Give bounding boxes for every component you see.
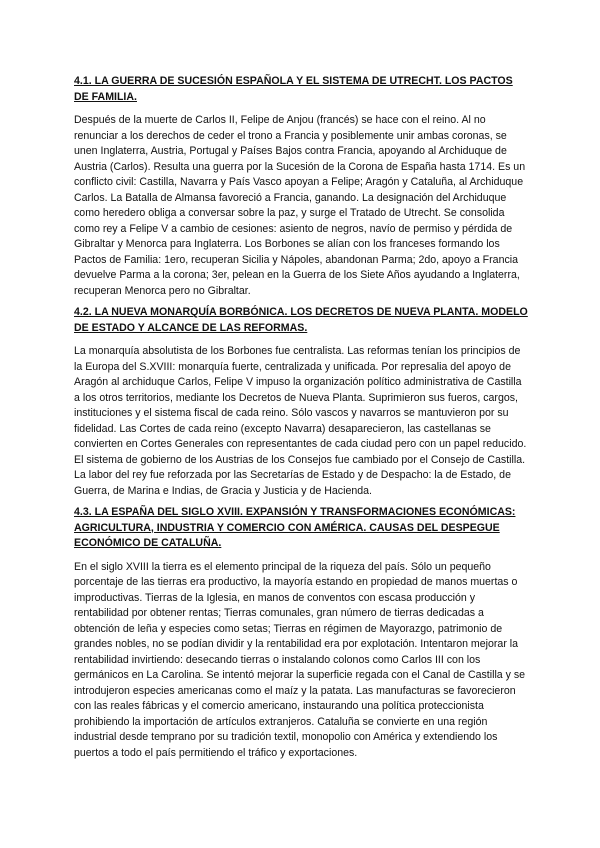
- section-4-1: [74, 74, 528, 299]
- section-paragraph: La monarquía absolutista de los Borbones fue centralista. Las reformas tenían los principios de la Europa del S.XVIII: monarquía fuerte, centralizada y unificada. Por represalia del apoyo de Aragón al archiduque Carlos, Felipe V impuso la organización político administrativa de Castilla a los otros territorios, mediante los Decretos de Nueva Planta. Suprimieron sus fueros, cargos, instituciones y el sistema fiscal de cada reino. Sólo vascos y navarros se mantuvieron por su fidelidad. Las Cortes de cada reino (excepto Navarra) desaparecieron, las castellanas se convierten en Cortes Generales con representantes de cada ciudad pero con un papel reducido. El sistema de gobierno de los Austrias de los Consejos fue cambiado por el Consejo de Castilla. La labor del rey fue reforzada por las Secretarías de Estado y de Despacho: la de Estado, de Guerra, de Marina e Indias, de Gracia y Justicia y de Hacienda.: [74, 345, 527, 497]
- section-heading: 4.3. LA ESPAÑA DEL SIGLO XVIII. EXPANSIÓN Y TRANSFORMACIONES ECONÓMICAS: AGRICULTURA, INDUSTRIA Y COMERCIO CON AMÉRICA. CAUSAS DEL DESPEGUE ECONÓMICO DE CATALUÑA.: [74, 506, 516, 549]
- section-4-3: [74, 505, 528, 761]
- section-4-2: [74, 305, 528, 499]
- section-paragraph: En el siglo XVIII la tierra es el elemento principal de la riqueza del país. Sólo un pequeño porcentaje de las tierras era productivo, la mayoría estando en propiedad de manos muertas o improductivas. Tierras de la Iglesia, en manos de conventos con escasa producción y rentabilidad por obtener rentas; Tierras comunales, gran número de tierras dedicadas a obtención de leña y especies como setas; Tierras en régimen de Mayorazgo, patrimonio de grandes nobles, no se podían dividir y la rentabilidad era por explotación. Intentaron mejorar la rentabilidad invirtiendo: desecando tierras o instalando colonos como Carlos III con los germánicos en La Carolina. Se intentó mejorar la superficie regada con el Canal de Castilla y se introdujeron especies americanas como el maíz y la patata. Las manufacturas se favorecieron con las reales fábricas y el comercio americano, instaurando una política proteccionista prohibiendo la importación de artículos extranjeros. Cataluña se convierte en una región industrial desde temprano por su tradición textil, monopolio con América y extendiendo los puertos a todo el país permitiendo el tráfico y exportaciones.: [74, 560, 526, 759]
- document-page: [74, 74, 528, 767]
- section-paragraph: Después de la muerte de Carlos II, Felipe de Anjou (francés) se hace con el reino. Al no renunciar a los derechos de ceder el trono a Francia y posiblemente unir ambas coronas, se unen Inglaterra, Austria, Portugal y Países Bajos contra Francia, apoyando al Archiduque de Austria (Carlos). Resulta una guerra por la Sucesión de la Corona de España hasta 1714. Es un conflicto civil: Castilla, Navarra y País Vasco apoyan a Felipe; Aragón y Cataluña, al Archiduque Carlos. La Batalla de Almansa favoreció a Francia, ganando. La designación del Archiduque como heredero obliga a conversar sobre la paz, y surge el Tratado de Utrecht. Se consolida como rey a Felipe V a cambio de cesiones: asiento de negros, navío de permiso y pérdida de Gibraltar y Menorca para Inglaterra. Los Borbones se alían con los franceses formando los Pactos de Familia: 1ero, recuperan Sicilia y Nápoles, abandonan Parma; 2do, apoyo a Francia devuelve Parma a la corona; 3er, pelean en la Guerra de los Siete Años ayudando a Inglaterra, recuperan Menorca pero no Gibraltar.: [74, 114, 526, 297]
- section-heading: 4.1. LA GUERRA DE SUCESIÓN ESPAÑOLA Y EL SISTEMA DE UTRECHT. LOS PACTOS DE FAMILIA.: [74, 75, 513, 103]
- section-heading: 4.2. LA NUEVA MONARQUÍA BORBÓNICA. LOS DECRETOS DE NUEVA PLANTA. MODELO DE ESTADO Y ALCANCE DE LAS REFORMAS.: [74, 306, 528, 334]
